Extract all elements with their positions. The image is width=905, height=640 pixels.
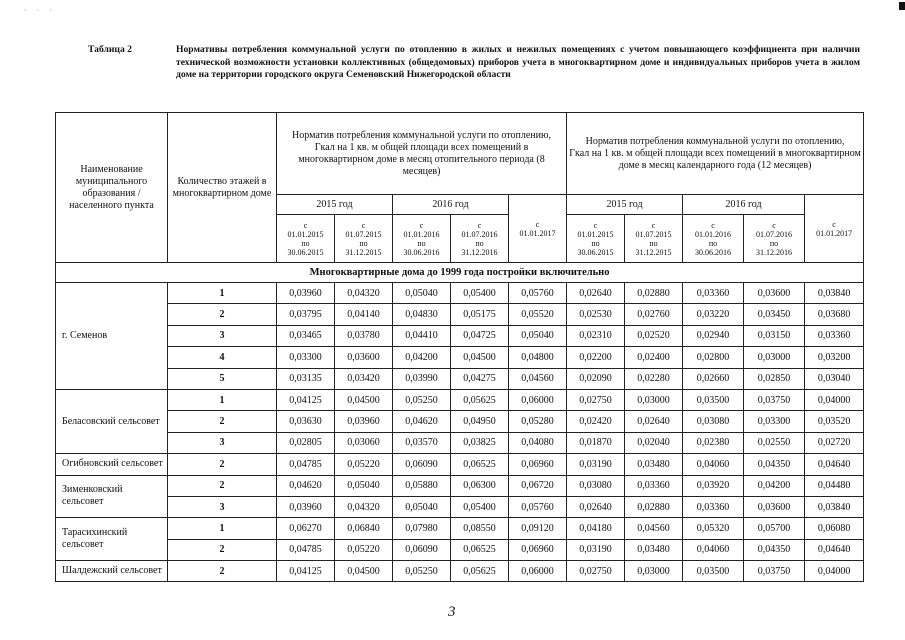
norm-value-cell: 0,02850 <box>744 368 805 389</box>
period-line: 31.12.2016 <box>461 247 498 257</box>
norm-value-cell: 0,02550 <box>744 432 805 453</box>
norm-value-cell: 0,06000 <box>509 389 567 410</box>
norm-value-cell: 0,03920 <box>683 475 744 496</box>
header-12-period-1 <box>567 215 625 263</box>
header-municipality: Наименование муниципального образования / населенного пункта <box>56 113 168 263</box>
norm-value-cell: 0,05400 <box>451 496 509 517</box>
norm-value-cell: 0,03000 <box>625 389 683 410</box>
norm-value-cell: 0,06300 <box>451 475 509 496</box>
norm-value-cell: 0,03750 <box>744 389 805 410</box>
norm-value-cell: 0,05175 <box>451 304 509 325</box>
period-line: по <box>769 238 779 248</box>
norm-value-cell: 0,03360 <box>625 475 683 496</box>
norm-value-cell: 0,05250 <box>393 561 451 582</box>
norm-value-cell: 0,04725 <box>451 325 509 346</box>
header-8-months-line2: Гкал на 1 кв. м общей площади всех помещений в многоквартирном доме в месяц отопительного периода (8 месяцев) <box>298 141 545 177</box>
period-line: 31.12.2015 <box>635 247 672 257</box>
floors-cell: 3 <box>168 432 277 453</box>
norm-value-cell: 0,03500 <box>683 389 744 410</box>
floors-cell: 2 <box>168 411 277 432</box>
floors-cell: 2 <box>168 454 277 475</box>
norm-value-cell: 0,02880 <box>625 283 683 304</box>
table-body <box>56 263 864 582</box>
norm-value-cell: 0,06090 <box>393 539 451 560</box>
table-row <box>56 475 864 496</box>
norm-value-cell: 0,03480 <box>625 454 683 475</box>
period-line: 31.12.2016 <box>756 247 793 257</box>
header-8-period-1 <box>277 215 335 263</box>
municipality-name: Беласовский сельсовет <box>56 389 168 453</box>
norm-value-cell: 0,02750 <box>567 389 625 410</box>
norm-value-cell: 0,02380 <box>683 432 744 453</box>
norm-value-cell: 0,06960 <box>509 539 567 560</box>
period-line: 30.06.2016 <box>695 247 732 257</box>
norm-value-cell: 0,03600 <box>744 283 805 304</box>
norm-value-cell: 0,05040 <box>393 283 451 304</box>
period-line: с <box>651 220 656 230</box>
norm-value-cell: 0,03135 <box>277 368 335 389</box>
norm-value-cell: 0,07980 <box>393 518 451 539</box>
norm-value-cell: 0,03840 <box>805 283 864 304</box>
norm-value-cell: 0,04060 <box>683 454 744 475</box>
norm-value-cell: 0,04000 <box>805 389 864 410</box>
table-label: Таблица 2 <box>88 44 132 55</box>
table-row <box>56 347 864 368</box>
norm-value-cell: 0,04350 <box>744 454 805 475</box>
norm-value-cell: 0,02660 <box>683 368 744 389</box>
norm-value-cell: 0,05700 <box>744 518 805 539</box>
period-line: 01.07.2015 <box>635 229 672 239</box>
period-line: по <box>359 238 368 248</box>
norm-value-cell: 0,03465 <box>277 325 335 346</box>
norm-value-cell: 0,06000 <box>509 561 567 582</box>
table-row <box>56 304 864 325</box>
period-line: с <box>361 220 366 230</box>
norm-value-cell: 0,06080 <box>805 518 864 539</box>
norm-value-cell: 0,03360 <box>683 496 744 517</box>
period-line: по <box>591 238 600 248</box>
norm-value-cell: 0,02530 <box>567 304 625 325</box>
norm-value-cell: 0,03960 <box>335 411 393 432</box>
norm-value-cell: 0,03360 <box>683 283 744 304</box>
norm-value-cell: 0,03220 <box>683 304 744 325</box>
norm-value-cell: 0,05220 <box>335 454 393 475</box>
norm-value-cell: 0,02750 <box>567 561 625 582</box>
norm-value-cell: 0,02400 <box>625 347 683 368</box>
norm-value-cell: 0,03300 <box>744 411 805 432</box>
norm-value-cell: 0,04200 <box>744 475 805 496</box>
norm-value-cell: 0,03450 <box>744 304 805 325</box>
section-title: Многоквартирные дома до 1999 года постройки включительно <box>56 263 864 283</box>
norm-value-cell: 0,03780 <box>335 325 393 346</box>
period-line: 01.07.2016 <box>461 229 498 239</box>
table-row <box>56 368 864 389</box>
norm-value-cell: 0,04275 <box>451 368 509 389</box>
norm-value-cell: 0,05625 <box>451 389 509 410</box>
period-line: с <box>477 220 482 230</box>
norm-value-cell: 0,04200 <box>393 347 451 368</box>
period-line: 30.06.2016 <box>403 247 440 257</box>
norm-value-cell: 0,03500 <box>683 561 744 582</box>
norm-value-cell: 0,02940 <box>683 325 744 346</box>
norm-value-cell: 0,03680 <box>805 304 864 325</box>
floors-cell: 2 <box>168 539 277 560</box>
norm-value-cell: 0,03150 <box>744 325 805 346</box>
floors-cell: 2 <box>168 561 277 582</box>
period-line: по <box>475 238 484 248</box>
floors-cell: 1 <box>168 389 277 410</box>
norm-value-cell: 0,04080 <box>509 432 567 453</box>
norm-value-cell: 0,03080 <box>683 411 744 432</box>
norm-value-cell: 0,04560 <box>625 518 683 539</box>
floors-cell: 2 <box>168 304 277 325</box>
norm-value-cell: 0,04950 <box>451 411 509 432</box>
period-line: 01.07.2016 <box>756 229 793 239</box>
page-number: 3 <box>448 604 456 620</box>
floors-cell: 2 <box>168 475 277 496</box>
table-header <box>56 113 864 263</box>
period-line: с <box>772 220 776 230</box>
period-line: 01.01.2015 <box>287 229 324 239</box>
period-line: 01.01.2017 <box>519 228 556 238</box>
norm-value-cell: 0,04350 <box>744 539 805 560</box>
norm-value-cell: 0,03600 <box>335 347 393 368</box>
header-12-year-2015: 2015 год <box>567 195 683 215</box>
norm-value-cell: 0,03960 <box>277 283 335 304</box>
norm-value-cell: 0,02640 <box>567 283 625 304</box>
floors-cell: 3 <box>168 496 277 517</box>
norm-value-cell: 0,05880 <box>393 475 451 496</box>
norm-value-cell: 0,02640 <box>625 411 683 432</box>
header-12-period-4 <box>744 215 805 263</box>
header-12-months-line2: Гкал на 1 кв. м общей площади всех помещений в многоквартирном доме в месяц календарного года (12 месяцев) <box>569 147 861 171</box>
table-row <box>56 283 864 304</box>
norm-value-cell: 0,02310 <box>567 325 625 346</box>
norm-value-cell: 0,02280 <box>625 368 683 389</box>
norm-value-cell: 0,03480 <box>625 539 683 560</box>
norm-value-cell: 0,03840 <box>805 496 864 517</box>
norm-value-cell: 0,05250 <box>393 389 451 410</box>
norm-value-cell: 0,04180 <box>567 518 625 539</box>
header-12-year-2016: 2016 год <box>683 195 805 215</box>
norm-value-cell: 0,05400 <box>451 283 509 304</box>
norm-value-cell: 0,02880 <box>625 496 683 517</box>
norm-value-cell: 0,03750 <box>744 561 805 582</box>
header-8-months <box>277 113 567 195</box>
norm-value-cell: 0,03795 <box>277 304 335 325</box>
header-8-period-2017 <box>509 195 567 263</box>
norm-value-cell: 0,03190 <box>567 454 625 475</box>
period-line: с <box>419 220 424 230</box>
municipality-name: г. Семенов <box>56 283 168 390</box>
header-8-period-3 <box>393 215 451 263</box>
table-row <box>56 389 864 410</box>
period-line: с <box>832 219 836 229</box>
norm-value-cell: 0,02520 <box>625 325 683 346</box>
norm-value-cell: 0,02800 <box>683 347 744 368</box>
norm-value-cell: 0,05040 <box>509 325 567 346</box>
norm-value-cell: 0,05760 <box>509 283 567 304</box>
norm-value-cell: 0,03420 <box>335 368 393 389</box>
scan-edge-mark <box>899 2 905 10</box>
municipality-name: Тарасихинский сельсовет <box>56 518 168 561</box>
table-row <box>56 454 864 475</box>
norm-value-cell: 0,04480 <box>805 475 864 496</box>
norm-value-cell: 0,04125 <box>277 389 335 410</box>
period-line: 01.01.2016 <box>695 229 732 239</box>
norm-value-cell: 0,03825 <box>451 432 509 453</box>
period-line: с <box>711 220 715 230</box>
norm-value-cell: 0,04320 <box>335 496 393 517</box>
norm-value-cell: 0,04500 <box>335 389 393 410</box>
norm-value-cell: 0,03630 <box>277 411 335 432</box>
norm-value-cell: 0,06720 <box>509 475 567 496</box>
norm-value-cell: 0,05760 <box>509 496 567 517</box>
norm-value-cell: 0,06525 <box>451 539 509 560</box>
norm-value-cell: 0,03040 <box>805 368 864 389</box>
header-8-year-2016: 2016 год <box>393 195 509 215</box>
norm-value-cell: 0,03300 <box>277 347 335 368</box>
norm-value-cell: 0,04800 <box>509 347 567 368</box>
norm-value-cell: 0,03520 <box>805 411 864 432</box>
header-12-period-3 <box>683 215 744 263</box>
norm-value-cell: 0,05280 <box>509 411 567 432</box>
period-line: 30.06.2015 <box>287 247 324 257</box>
header-8-period-4 <box>451 215 509 263</box>
period-line: 01.01.2017 <box>816 228 853 238</box>
norm-value-cell: 0,03360 <box>805 325 864 346</box>
norm-value-cell: 0,06525 <box>451 454 509 475</box>
norm-value-cell: 0,08550 <box>451 518 509 539</box>
norm-value-cell: 0,03600 <box>744 496 805 517</box>
municipality-name: Огибновский сельсовет <box>56 454 168 475</box>
norm-value-cell: 0,03000 <box>744 347 805 368</box>
floors-cell: 1 <box>168 518 277 539</box>
norm-value-cell: 0,02640 <box>567 496 625 517</box>
norm-value-cell: 0,02200 <box>567 347 625 368</box>
table-row <box>56 496 864 517</box>
period-line: с <box>535 219 540 229</box>
norm-value-cell: 0,04560 <box>509 368 567 389</box>
norm-value-cell: 0,02760 <box>625 304 683 325</box>
municipality-name: Шалдежский сельсовет <box>56 561 168 582</box>
municipality-name: Зименковский сельсовет <box>56 475 168 518</box>
period-line: по <box>417 238 426 248</box>
norm-value-cell: 0,04620 <box>393 411 451 432</box>
norm-value-cell: 0,04785 <box>277 539 335 560</box>
period-line: 01.07.2015 <box>345 229 382 239</box>
norm-value-cell: 0,04000 <box>805 561 864 582</box>
norm-value-cell: 0,03000 <box>625 561 683 582</box>
header-8-year-2015: 2015 год <box>277 195 393 215</box>
period-line: 30.06.2015 <box>577 247 614 257</box>
header-8-period-2 <box>335 215 393 263</box>
header-floors: Количество этажей в многоквартирном доме <box>168 113 277 263</box>
period-line: с <box>593 220 598 230</box>
period-line: с <box>303 220 308 230</box>
norm-value-cell: 0,02090 <box>567 368 625 389</box>
table-row <box>56 432 864 453</box>
norm-value-cell: 0,06090 <box>393 454 451 475</box>
table-row <box>56 325 864 346</box>
table-row <box>56 561 864 582</box>
period-line: по <box>649 238 658 248</box>
norm-value-cell: 0,04620 <box>277 475 335 496</box>
period-line: 01.01.2015 <box>577 229 614 239</box>
norm-value-cell: 0,04140 <box>335 304 393 325</box>
scan-artifact: · · · <box>24 6 56 15</box>
norm-value-cell: 0,03190 <box>567 539 625 560</box>
norm-value-cell: 0,03080 <box>567 475 625 496</box>
norm-value-cell: 0,04500 <box>335 561 393 582</box>
floors-cell: 4 <box>168 347 277 368</box>
norm-value-cell: 0,04125 <box>277 561 335 582</box>
header-12-period-2 <box>625 215 683 263</box>
norm-value-cell: 0,02805 <box>277 432 335 453</box>
norm-value-cell: 0,04410 <box>393 325 451 346</box>
floors-cell: 5 <box>168 368 277 389</box>
norm-value-cell: 0,03570 <box>393 432 451 453</box>
table-row <box>56 518 864 539</box>
norm-value-cell: 0,04785 <box>277 454 335 475</box>
norm-value-cell: 0,04060 <box>683 539 744 560</box>
floors-cell: 3 <box>168 325 277 346</box>
norm-value-cell: 0,02720 <box>805 432 864 453</box>
norm-value-cell: 0,05625 <box>451 561 509 582</box>
period-line: по <box>708 238 718 248</box>
norms-table <box>55 112 864 582</box>
norm-value-cell: 0,02040 <box>625 432 683 453</box>
norm-value-cell: 0,05040 <box>335 475 393 496</box>
period-line: 01.01.2016 <box>403 229 440 239</box>
norm-value-cell: 0,03060 <box>335 432 393 453</box>
table-row <box>56 539 864 560</box>
norm-value-cell: 0,01870 <box>567 432 625 453</box>
norm-value-cell: 0,06270 <box>277 518 335 539</box>
norm-value-cell: 0,05220 <box>335 539 393 560</box>
norm-value-cell: 0,03990 <box>393 368 451 389</box>
norm-value-cell: 0,04640 <box>805 454 864 475</box>
table-title: Нормативы потребления коммунальной услуги по отоплению в жилых и нежилых помещениях с учетом повышающего коэффициента при наличии технической возможности установки коллективных (общедомовых) приборов учета в многоквартирном доме и индивидуальных приборов учета в жилом доме на территории городского округа Семеновский Нижегородской области <box>176 44 860 80</box>
norm-value-cell: 0,06840 <box>335 518 393 539</box>
norm-value-cell: 0,03960 <box>277 496 335 517</box>
norm-value-cell: 0,04320 <box>335 283 393 304</box>
norm-value-cell: 0,06960 <box>509 454 567 475</box>
header-12-months <box>567 113 864 195</box>
norm-value-cell: 0,04830 <box>393 304 451 325</box>
period-line: 31.12.2015 <box>345 247 382 257</box>
header-12-months-line1: Норматив потребления коммунальной услуги по отоплению, <box>585 135 845 147</box>
norm-value-cell: 0,02420 <box>567 411 625 432</box>
norm-value-cell: 0,05320 <box>683 518 744 539</box>
header-12-period-2017 <box>805 195 864 263</box>
norm-value-cell: 0,04500 <box>451 347 509 368</box>
norm-value-cell: 0,04640 <box>805 539 864 560</box>
floors-cell: 1 <box>168 283 277 304</box>
norm-value-cell: 0,09120 <box>509 518 567 539</box>
header-8-months-line1: Норматив потребления коммунальной услуги по отоплению, <box>292 129 551 141</box>
norm-value-cell: 0,05040 <box>393 496 451 517</box>
period-line: по <box>301 238 310 248</box>
norm-value-cell: 0,05520 <box>509 304 567 325</box>
table-row <box>56 411 864 432</box>
norm-value-cell: 0,03200 <box>805 347 864 368</box>
